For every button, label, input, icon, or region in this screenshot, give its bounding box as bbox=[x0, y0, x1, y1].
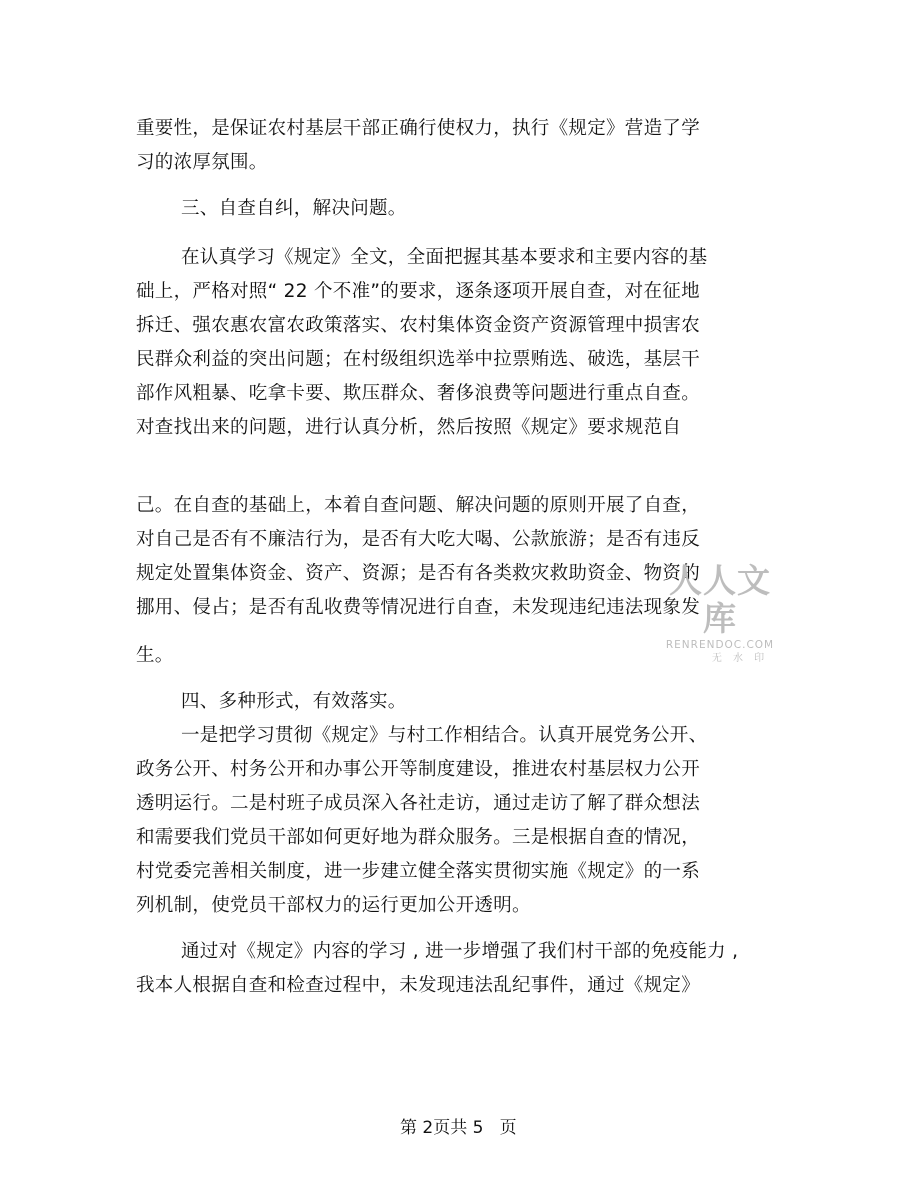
text-line: 村党委完善相关制度，进一步建立健全落实贯彻实施《规定》的一系 bbox=[136, 861, 701, 882]
text-line: 习的浓厚氛围。 bbox=[136, 152, 268, 173]
text-line: 对查找出来的问题，进行认真分析，然后按照《规定》要求规范自 bbox=[136, 417, 682, 438]
text-line: 民群众利益的突出问题；在村级组织选举中拉票贿选、破选，基层干 bbox=[136, 349, 701, 370]
watermark-domain: RENRENDOC.COM bbox=[665, 639, 775, 651]
text-line: 规定处置集体资金、资产、资源；是否有各类救灾救助资金、物资的 bbox=[136, 563, 701, 584]
text-line: 挪用、侵占；是否有乱收费等情况进行自查，未发现违纪违法现象发 bbox=[136, 597, 701, 618]
text-line: 在认真学习《规定》全文，全面把握其基本要求和主要内容的基 bbox=[181, 247, 708, 268]
text-line: 础上，严格对照“ 22 个不准”的要求，逐条逐项开展自查，对在征地 bbox=[136, 281, 700, 302]
text-line: 通过对《规定》内容的学习 , 进一步增强了我们村干部的免疫能力 , bbox=[181, 941, 739, 962]
text-line: 列机制，使党员干部权力的运行更加公开透明。 bbox=[136, 895, 531, 916]
section-heading: 三、自查自纠，解决问题。 bbox=[181, 198, 407, 219]
watermark-logo bbox=[655, 561, 785, 664]
text-line: 重要性，是保证农村基层干部正确行使权力，执行《规定》营造了学 bbox=[136, 118, 701, 139]
page-number: 第 2页共 5 页 bbox=[400, 1118, 517, 1138]
watermark-title: 人人文库 bbox=[669, 561, 771, 638]
text-line: 我本人根据自查和检查过程中，未发现违法乱纪事件，通过《规定》 bbox=[136, 975, 701, 996]
section-heading: 四、多种形式，有效落实。 bbox=[181, 691, 407, 712]
text-line: 己。在自查的基础上，本着自查问题、解决问题的原则开展了自查， bbox=[136, 495, 701, 516]
text-line: 生。 bbox=[136, 645, 174, 666]
text-line: 部作风粗暴、吃拿卡要、欺压群众、奢侈浪费等问题进行重点自查。 bbox=[136, 383, 701, 404]
watermark-subtitle: 无 水 印 bbox=[711, 653, 769, 664]
text-line: 对自己是否有不廉洁行为，是否有大吃大喝、公款旅游；是否有违反 bbox=[136, 529, 701, 550]
text-line: 一是把学习贯彻《规定》与村工作相结合。认真开展党务公开、 bbox=[181, 725, 708, 746]
text-line: 拆迁、强农惠农富农政策落实、农村集体资金资产资源管理中损害农 bbox=[136, 315, 701, 336]
text-line: 政务公开、村务公开和办事公开等制度建设，推进农村基层权力公开 bbox=[136, 759, 701, 780]
text-line: 透明运行。二是村班子成员深入各社走访，通过走访了解了群众想法 bbox=[136, 793, 701, 814]
text-line: 和需要我们党员干部如何更好地为群众服务。三是根据自查的情况， bbox=[136, 827, 701, 848]
